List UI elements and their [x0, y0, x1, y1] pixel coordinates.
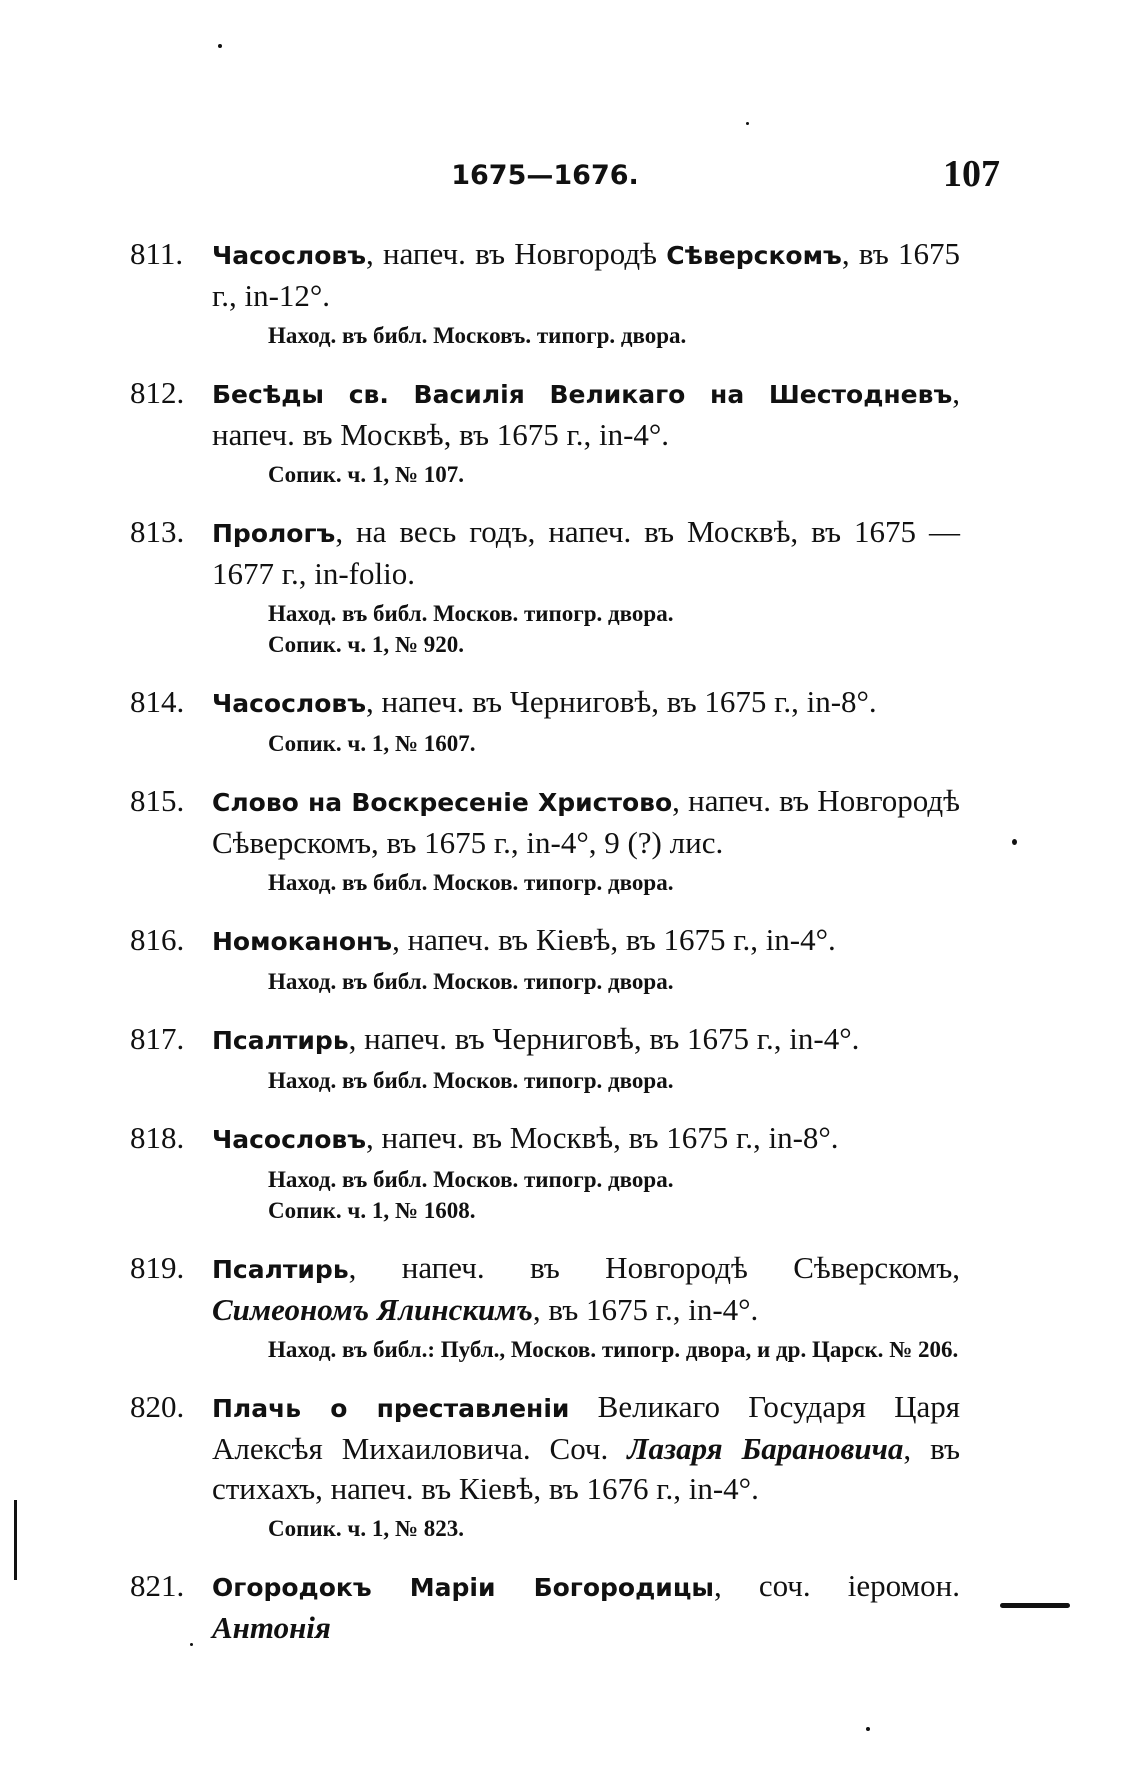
entry-title: Часословъ — [212, 1125, 366, 1154]
entry-details: , соч. іеромон. — [713, 1568, 960, 1603]
scan-speck — [746, 122, 749, 125]
page-number: 107 — [943, 153, 1000, 195]
entry-text — [212, 234, 960, 316]
entry-number: 813. — [130, 514, 185, 549]
entry-details: , на весь годъ, напеч. въ Москвѣ, въ 1675 —1677 г., in-folio. — [212, 514, 960, 591]
scan-speck — [1012, 839, 1017, 845]
entry-note: Наход. въ библ. Москов. типогр. двора. — [268, 601, 674, 626]
running-head-years: 1675—1676. — [451, 160, 639, 191]
entry-details: , въ стихахъ, напеч. въ Кіевѣ, въ 1676 г., in-4°. — [212, 1431, 960, 1506]
entry-title: Псалтирь — [212, 1026, 349, 1055]
entry-note: Наход. въ библ.: Публ., Москов. типогр. двора, и др. Царск. № 206. — [268, 1337, 959, 1362]
entry-number: 820. — [130, 1389, 185, 1424]
bibliography-entry — [130, 1019, 960, 1096]
entry-number: 811. — [130, 236, 184, 271]
entry-number: 812. — [130, 375, 185, 410]
page-header — [130, 148, 1000, 198]
bibliography-entry — [130, 1248, 960, 1365]
entry-details: , напеч. въ Москвѣ, въ 1675 г., in-8°. — [365, 1120, 839, 1155]
entry-number: 816. — [130, 922, 185, 957]
entry-text — [212, 920, 960, 962]
entry-text — [212, 1118, 960, 1160]
entry-note: Наход. въ библ. Москов. типогр. двора. — [268, 969, 674, 994]
entry-details: , напеч. въ Черниговѣ, въ 1675 г., in-8°. — [365, 684, 877, 719]
margin-dash — [1000, 1603, 1070, 1608]
entry-details: , напеч. въ Москвѣ, въ 1675 г., in-4°. — [212, 375, 960, 452]
entry-text — [212, 1566, 960, 1648]
bibliography-entry — [130, 1566, 960, 1648]
scan-speck — [866, 1727, 870, 1731]
entry-text — [212, 781, 960, 863]
entry-text — [212, 373, 960, 455]
entry-details: , въ 1675 г., in-12°. — [212, 236, 960, 313]
bibliography-entries — [130, 234, 960, 1670]
bibliography-entry — [130, 373, 960, 490]
entry-details: , напеч. въ Кіевѣ, въ 1675 г., in-4°. — [392, 922, 836, 957]
margin-mark — [14, 1500, 17, 1580]
bibliography-entry — [130, 682, 960, 759]
bibliography-entry — [130, 234, 960, 351]
bibliography-entry — [130, 920, 960, 997]
entry-details: , въ 1675 г., in-4°. — [532, 1292, 759, 1327]
entry-details: , напеч. въ Новгородѣ Сѣверскомъ, — [348, 1250, 960, 1285]
entry-title: Псалтирь — [212, 1255, 349, 1284]
entry-number: 819. — [130, 1250, 185, 1285]
entry-title: Слово на Воскресеніе Христово — [212, 788, 673, 817]
entry-title: Часословъ — [212, 241, 366, 270]
entry-text — [212, 682, 960, 724]
entry-note: Наход. въ библ. Московъ. типогр. двора. — [268, 323, 687, 348]
entry-number: 814. — [130, 684, 185, 719]
entry-title: Плачь о преставленіи — [212, 1394, 570, 1423]
entry-title: Прологъ — [212, 519, 336, 548]
entry-number: 818. — [130, 1120, 185, 1155]
entry-text — [212, 1248, 960, 1330]
scan-speck — [190, 1643, 193, 1646]
entry-title: Номоканонъ — [212, 927, 393, 956]
entry-number: 815. — [130, 783, 185, 818]
bibliography-entry — [130, 1387, 960, 1544]
entry-text — [212, 1019, 960, 1061]
entry-details: , напеч. въ Новгородѣ Сѣверскомъ, въ 1675 г., in-4°, 9 (?) лис. — [212, 783, 960, 860]
entry-author: Лазаря Барановича — [627, 1431, 904, 1466]
entry-note: Наход. въ библ. Москов. типогр. двора. — [268, 870, 674, 895]
entry-author: Симеономъ Ялинскимъ — [212, 1292, 533, 1327]
entry-author: Антонія — [212, 1610, 331, 1645]
entry-note: Наход. въ библ. Москов. типогр. двора. — [268, 1068, 674, 1093]
bibliography-entry — [130, 1118, 960, 1226]
entry-title: Часословъ — [212, 689, 366, 718]
entry-details: , напеч. въ Черниговѣ, въ 1675 г., in-4°. — [348, 1021, 860, 1056]
entry-title: Сѣверскомъ — [666, 241, 842, 270]
entry-number: 821. — [130, 1568, 185, 1603]
entry-note: Наход. въ библ. Москов. типогр. двора. — [268, 1167, 674, 1192]
bibliography-entry — [130, 512, 960, 660]
entry-note: Сопик. ч. 1, № 920. — [268, 632, 464, 657]
entry-details: Великаго Государя Царя Алексѣя Михаиловича. Соч. — [212, 1389, 960, 1466]
entry-title: Огородокъ Маріи Богородицы — [212, 1573, 714, 1602]
entry-text — [212, 512, 960, 594]
entry-note: Сопик. ч. 1, № 107. — [268, 462, 464, 487]
entry-note: Сопик. ч. 1, № 823. — [268, 1516, 464, 1541]
scan-speck — [218, 44, 222, 48]
entry-title: Бесѣды св. Василія Великаго на Шестодневъ — [212, 380, 953, 409]
entry-number: 817. — [130, 1021, 185, 1056]
entry-note: Сопик. ч. 1, № 1608. — [268, 1198, 476, 1223]
bibliography-entry — [130, 781, 960, 898]
entry-text — [212, 1387, 960, 1509]
entry-details: , напеч. въ Новгородѣ — [365, 236, 667, 271]
entry-note: Сопик. ч. 1, № 1607. — [268, 731, 476, 756]
